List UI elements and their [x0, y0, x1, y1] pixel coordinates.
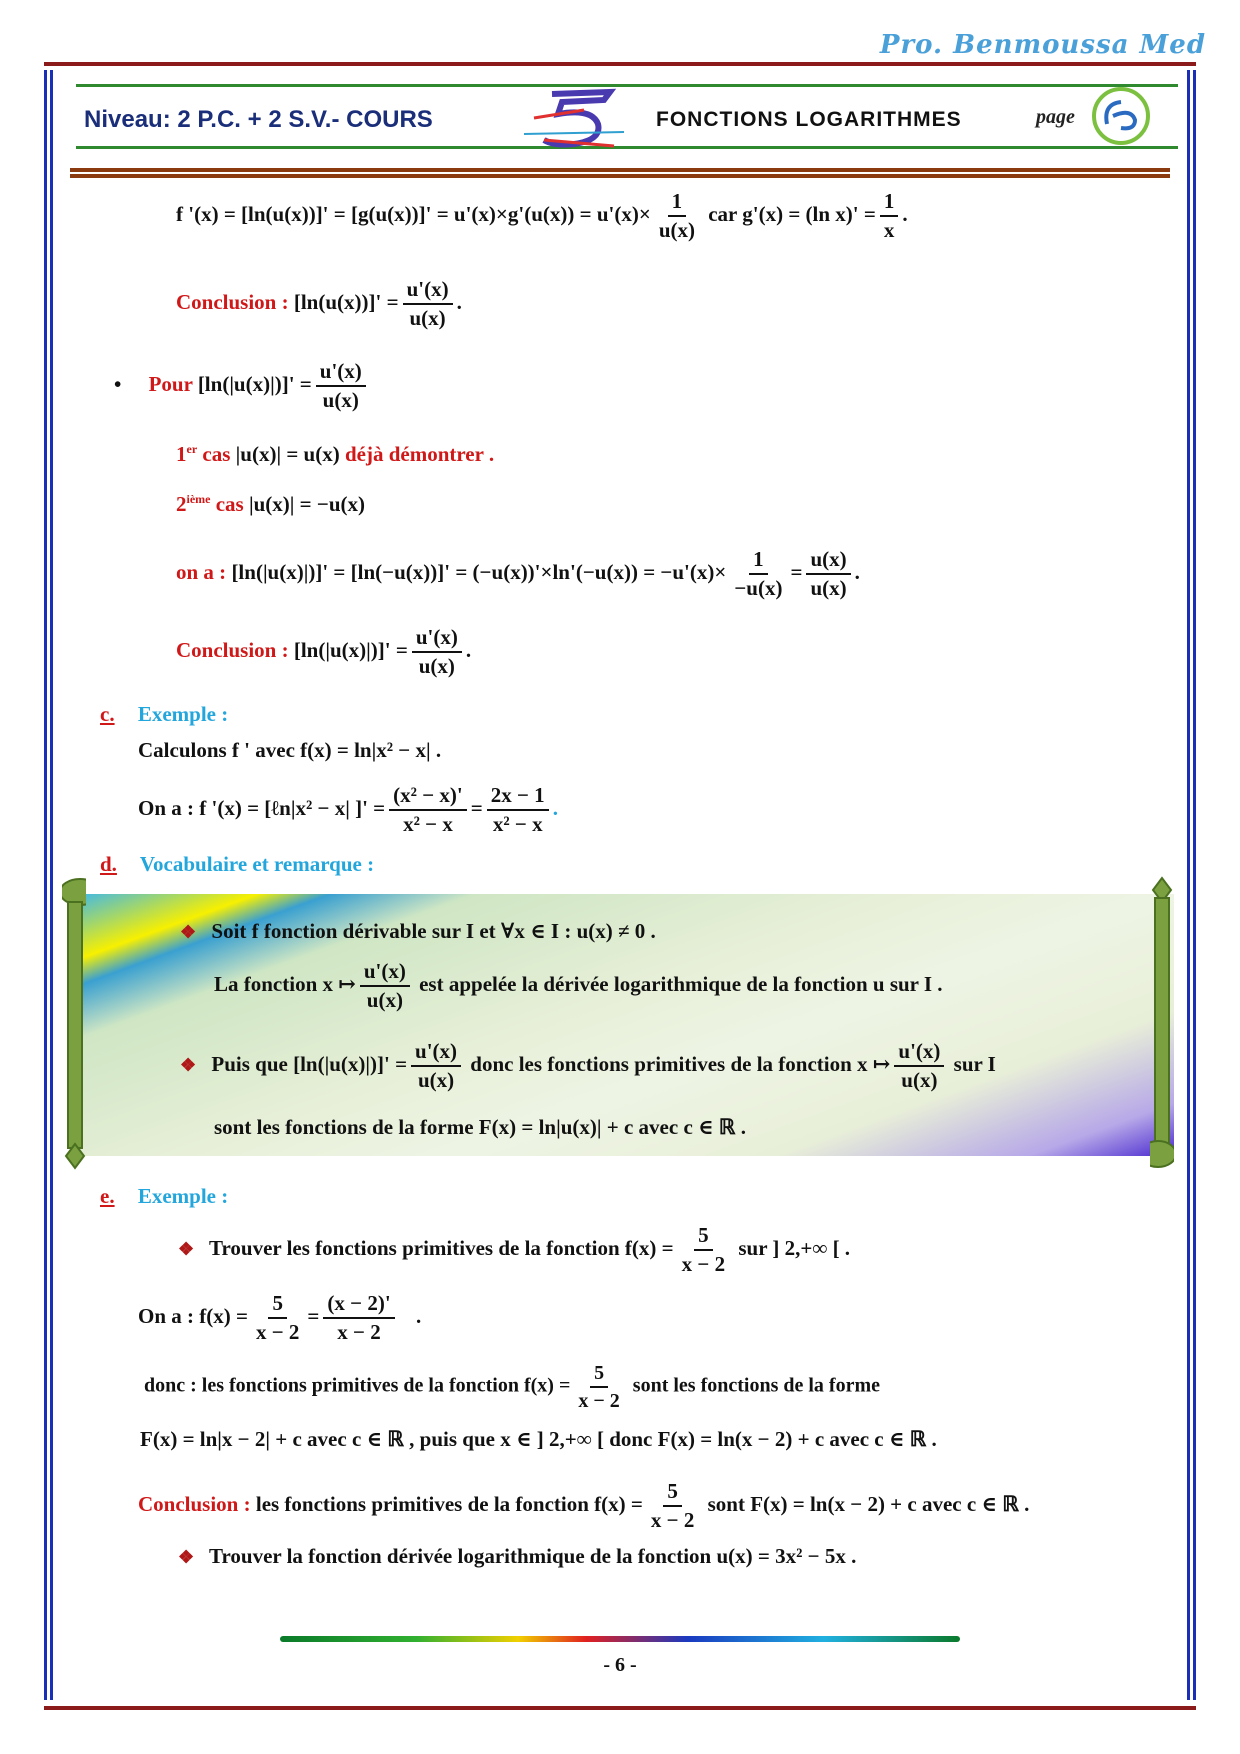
- numerator: 5: [694, 1224, 713, 1251]
- remark-2-form: [214, 1114, 746, 1140]
- period: .: [456, 289, 462, 314]
- section-title: Vocabulaire et remarque :: [139, 852, 375, 876]
- fraction: [411, 1040, 461, 1092]
- page-number: - 6 -: [603, 1654, 637, 1676]
- remark-text: La fonction x ↦: [214, 971, 356, 996]
- denominator: u(x): [409, 306, 446, 331]
- example-e-line1: [138, 1292, 421, 1344]
- section-title: Exemple :: [137, 1184, 229, 1208]
- numerator: (x² − x)': [389, 784, 467, 811]
- case-number: 2: [176, 492, 187, 516]
- pour-line: [114, 360, 370, 412]
- numerator: (x − 2)': [323, 1292, 394, 1319]
- diamond-bullet-icon: ❖: [180, 922, 197, 942]
- left-border: [44, 70, 53, 1700]
- derivation-line: [176, 190, 908, 242]
- remark-text: est appelée la dérivée logarithmique de la fonction u sur I .: [419, 971, 943, 996]
- conclusion-label: Conclusion :: [176, 637, 289, 662]
- fraction: [655, 190, 699, 242]
- denominator: x: [883, 218, 895, 243]
- remark-1: [180, 918, 656, 944]
- period: .: [854, 559, 860, 584]
- example-e-conclusion: [138, 1480, 1029, 1532]
- page-number-badge-icon: [1091, 86, 1151, 146]
- on-a-expr: [ln(|u(x)|)]' = [ln(−u(x))]' = (−u(x))'×ln'(−u(x)) = −u'(x)×: [231, 559, 727, 584]
- numerator: u'(x): [894, 1040, 944, 1067]
- denominator: u(x): [418, 654, 455, 679]
- remark-text: sont les fonctions de la forme F(x) = ln|u(x)| + c avec c ∈ ℝ .: [214, 1115, 746, 1139]
- numerator: 1: [749, 548, 768, 575]
- remark-text: donc les fonctions primitives de la fonction x ↦: [470, 1051, 891, 1076]
- denominator: x − 2: [681, 1252, 726, 1277]
- chapter-title: FONCTIONS LOGARITHMES: [656, 108, 962, 131]
- example-e-line2: [144, 1362, 880, 1412]
- on-a-label: on a :: [176, 559, 227, 584]
- case-number: 1: [176, 442, 187, 466]
- example-e-line3: [140, 1426, 937, 1452]
- numerator: u(x): [806, 548, 850, 575]
- bullet-icon: •: [114, 371, 122, 396]
- section-d-heading: [100, 852, 374, 877]
- case-expr: |u(x)| = u(x): [235, 442, 340, 466]
- example-expr: f '(x) = [ℓn|x² − x| ]' =: [199, 795, 386, 820]
- case-note: déjà démontrer .: [344, 442, 495, 466]
- on-a-label: On a :: [138, 795, 195, 820]
- numerator: 5: [590, 1362, 608, 1388]
- remark-text: sur I: [953, 1051, 996, 1076]
- bottom-rule: [44, 1706, 1196, 1710]
- fraction: [730, 548, 786, 600]
- fraction: [252, 1292, 303, 1344]
- conclusion-expr: [ln(|u(x)|)]' =: [293, 637, 408, 662]
- denominator: x − 2: [650, 1508, 695, 1533]
- numerator: 2x − 1: [487, 784, 549, 811]
- denominator: x² − x: [492, 812, 543, 837]
- conclusion-label: Conclusion :: [176, 289, 289, 314]
- example-c-line1: [138, 738, 441, 763]
- period: .: [902, 201, 908, 226]
- exercise-2: [178, 1544, 856, 1569]
- denominator: u(x): [366, 988, 403, 1013]
- equals: =: [307, 1303, 320, 1328]
- conclusion-1: [176, 278, 462, 330]
- conclusion-text: les fonctions primitives de la fonction f(x) =: [255, 1491, 643, 1516]
- conclusion-expr: [ln(u(x))]' =: [293, 289, 399, 314]
- fraction: [323, 1292, 394, 1344]
- author-signature: Pro. Benmoussa Med: [879, 30, 1206, 60]
- fraction: [647, 1480, 698, 1532]
- denominator: x − 2: [255, 1320, 300, 1345]
- numerator: u'(x): [403, 278, 453, 305]
- denominator: u(x): [810, 576, 847, 601]
- denominator: −u(x): [734, 576, 783, 601]
- section-c-heading: [100, 702, 228, 727]
- numerator: 5: [663, 1480, 682, 1507]
- diamond-bullet-icon: ❖: [180, 1054, 197, 1075]
- remark-2: [180, 1040, 996, 1092]
- left-scroll-icon: [62, 876, 86, 1170]
- section-label: c.: [100, 702, 115, 726]
- top-rule: [44, 62, 1196, 66]
- right-border: [1187, 70, 1196, 1700]
- denominator: u(x): [417, 1068, 455, 1093]
- equals: =: [470, 795, 483, 820]
- fraction: [678, 1224, 729, 1276]
- exercise-text: Trouver la fonction dérivée logarithmique de la fonction u(x) = 3x² − 5x .: [209, 1544, 857, 1568]
- level-title: Niveau: 2 P.C. + 2 S.V.- COURS: [84, 106, 433, 133]
- period: .: [435, 738, 442, 762]
- fraction: [403, 278, 453, 330]
- case-sup: ième: [186, 492, 211, 506]
- conclusion-text: sont F(x) = ln(x − 2) + c avec c ∈ ℝ .: [707, 1491, 1030, 1516]
- pour-expr: [ln(|u(x)|)]' =: [197, 371, 312, 396]
- remark-text: Soit f fonction dérivable sur I et ∀x ∈ I : u(x) ≠ 0 .: [211, 919, 656, 943]
- case-sup: er: [186, 442, 198, 456]
- section-e-heading: [100, 1184, 228, 1209]
- period: .: [465, 637, 472, 662]
- fraction: [412, 626, 462, 678]
- equals: =: [790, 559, 803, 584]
- example-text: Calculons f ' avec: [138, 738, 295, 762]
- fraction: [316, 360, 366, 412]
- chapter-five-logo: [514, 88, 634, 148]
- diamond-bullet-icon: ❖: [178, 1547, 195, 1567]
- example-text: donc : les fonctions primitives de la fonction f(x) =: [144, 1374, 571, 1397]
- denominator: x² − x: [403, 812, 453, 837]
- section-label: d.: [100, 852, 117, 876]
- fraction: [894, 1040, 944, 1092]
- example-text: sont les fonctions de la forme: [632, 1374, 880, 1397]
- period: .: [552, 795, 558, 820]
- remark-expr: [ln(|u(x)|)]' =: [293, 1051, 408, 1076]
- pour-label: Pour: [148, 371, 193, 396]
- fraction: [806, 548, 850, 600]
- section-title: Exemple :: [137, 702, 229, 726]
- numerator: u'(x): [411, 1040, 461, 1067]
- period: .: [415, 1303, 422, 1328]
- fraction: [389, 784, 467, 836]
- case-2: [176, 492, 365, 517]
- header-band: [70, 168, 1170, 178]
- numerator: 1: [880, 190, 899, 217]
- fraction: [487, 784, 549, 836]
- fraction: [880, 190, 899, 242]
- numerator: u'(x): [360, 960, 410, 987]
- case-word: cas: [215, 492, 244, 516]
- conclusion-label: Conclusion :: [138, 1491, 251, 1516]
- numerator: 5: [268, 1292, 287, 1319]
- case-1: [176, 442, 494, 467]
- case-word: cas: [202, 442, 231, 466]
- conclusion-2: [176, 626, 471, 678]
- page-label: page: [1036, 106, 1075, 128]
- example-text: On a : f(x) =: [138, 1303, 248, 1328]
- denominator: u(x): [658, 218, 695, 243]
- example-text: F(x) = ln|x − 2| + c avec c ∈ ℝ , puis que x ∈ ] 2,+∞ [ donc F(x) = ln(x − 2) + c avec c ∈ ℝ .: [140, 1427, 937, 1451]
- example-expr: f(x) = ln|x² − x|: [300, 738, 431, 762]
- header: [76, 84, 1178, 154]
- derivation-expression: f '(x) = [ln(u(x))]' = [g(u(x))]' = u'(x)×g'(u(x)) = u'(x)×: [176, 201, 651, 226]
- car-text: car g'(x) = (ln x)' =: [708, 201, 876, 226]
- numerator: 1: [668, 190, 687, 217]
- denominator: u(x): [322, 388, 359, 413]
- on-a-line: [176, 548, 860, 600]
- case-expr: |u(x)| = −u(x): [248, 492, 365, 516]
- denominator: u(x): [901, 1068, 938, 1093]
- exercise-text: Trouver les fonctions primitives de la fonction f(x) =: [209, 1235, 674, 1260]
- exercise-text: sur ] 2,+∞ [ .: [738, 1235, 851, 1260]
- numerator: u'(x): [412, 626, 462, 653]
- denominator: x − 2: [337, 1320, 381, 1345]
- footer-decoration: [280, 1636, 960, 1642]
- exercise-1: [178, 1224, 850, 1276]
- fraction: [574, 1362, 623, 1412]
- right-scroll-icon: [1150, 876, 1174, 1170]
- header-rule-top: [76, 84, 1178, 87]
- remark-text: Puis que: [211, 1051, 288, 1076]
- denominator: x − 2: [578, 1390, 620, 1412]
- fraction: [360, 960, 410, 1012]
- example-c-line2: [138, 784, 558, 836]
- diamond-bullet-icon: ❖: [178, 1238, 195, 1259]
- numerator: u'(x): [316, 360, 366, 387]
- section-label: e.: [100, 1184, 115, 1208]
- remark-1-def: [214, 960, 943, 1012]
